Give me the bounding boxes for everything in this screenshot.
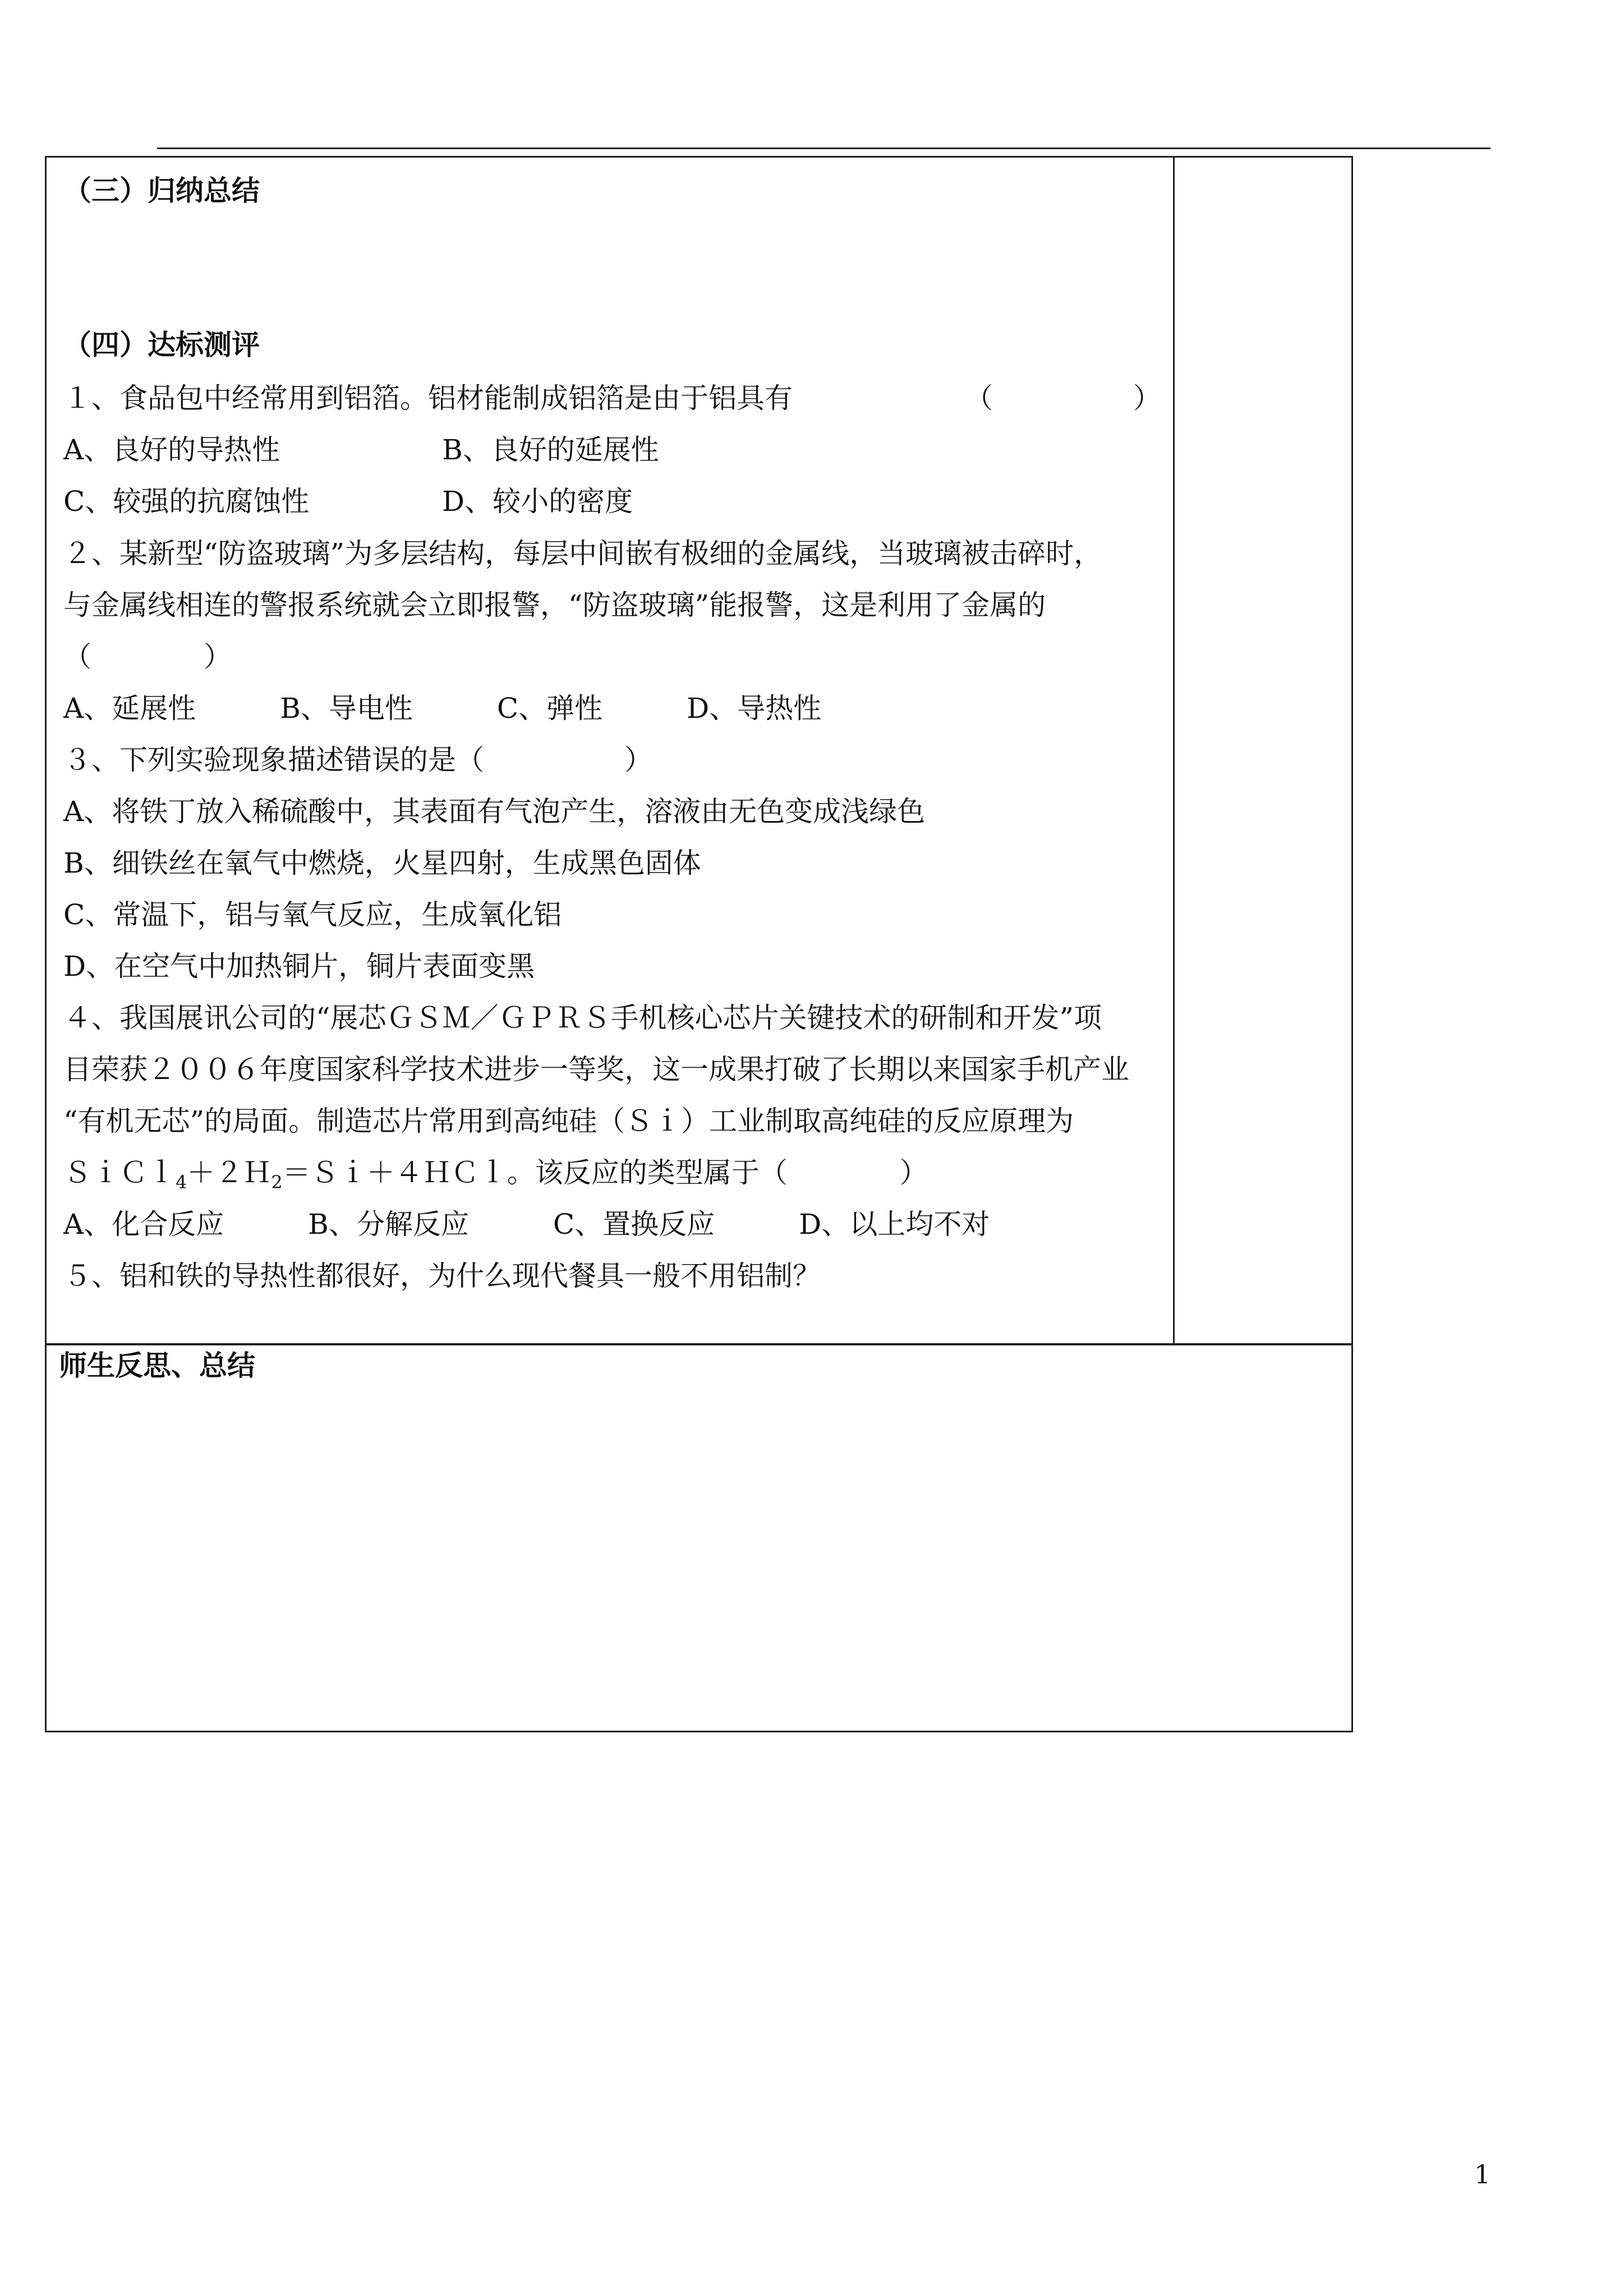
header-rule	[157, 147, 1490, 149]
q2-line1: ２、某新型“防盗玻璃”为多层结构，每层中间嵌有极细的金属线，当玻璃被击碎时，	[63, 537, 1102, 570]
q4-eq-part3: ＝Ｓｉ＋４ＨＣｌ。该反应的类型属于（ ）	[282, 1156, 928, 1189]
page-number: 1	[1474, 2159, 1491, 2189]
q4-eq-subscript1: 4	[176, 1172, 187, 1193]
q3-option-c: C、常温下，铝与氧气反应，生成氧化铝	[63, 898, 562, 931]
q4-line2: 目荣获２００６年度国家科学技术进步一等奖，这一成果打破了长期以来国家手机产业	[63, 1053, 1129, 1086]
q4-equation	[63, 1156, 928, 1199]
q5-stem: ５、铝和铁的导热性都很好，为什么现代餐具一般不用铝制？	[63, 1260, 821, 1292]
q1-option-c: C、较强的抗腐蚀性	[63, 485, 310, 518]
table-column-divider	[1173, 156, 1175, 1345]
q1-option-a: A、良好的导热性	[63, 434, 280, 466]
q1-answer-blank: （ ）	[965, 382, 1161, 414]
reflection-heading: 师生反思、总结	[59, 1349, 255, 1382]
q1-option-b: B、良好的延展性	[442, 434, 659, 466]
q4-line3: “有机无芯”的局面。制造芯片常用到高纯硅（Ｓｉ）工业制取高纯硅的反应原理为	[63, 1105, 1074, 1137]
q3-option-d: D、在空气中加热铜片，铜片表面变黑	[63, 950, 535, 983]
q2-options: A、延展性 B、导电性 C、弹性 D、导热性	[63, 692, 822, 725]
q4-options: A、化合反应 B、分解反应 C、置换反应 D、以上均不对	[63, 1208, 990, 1241]
q3-option-b: B、细铁丝在氧气中燃烧，火星四射，生成黑色固体	[63, 847, 701, 879]
q4-line1: ４、我国展讯公司的“展芯ＧＳＭ／ＧＰＲＳ手机核心芯片关键技术的研制和开发”项	[63, 1002, 1102, 1034]
q2-answer-blank: （ ）	[63, 640, 232, 673]
q1-option-d: D、较小的密度	[442, 485, 633, 518]
q1-stem: １、食品包中经常用到铝箔。铝材能制成铝箔是由于铝具有	[63, 382, 793, 414]
q2-line2: 与金属线相连的警报系统就会立即报警，“防盗玻璃”能报警，这是利用了金属的	[63, 589, 1046, 621]
reflection-table	[45, 1344, 1353, 1732]
summary-heading: （三）归纳总结	[63, 174, 260, 207]
q3-option-a: A、将铁丁放入稀硫酸中，其表面有气泡产生，溶液由无色变成浅绿色	[63, 795, 926, 828]
q4-eq-part1: ＳｉＣｌ	[63, 1156, 176, 1189]
q3-stem: ３、下列实验现象描述错误的是（ ）	[63, 744, 652, 776]
q4-eq-part2: ＋２Ｈ	[187, 1156, 272, 1189]
test-heading: （四）达标测评	[63, 329, 260, 361]
q4-eq-subscript2: 2	[271, 1172, 283, 1193]
